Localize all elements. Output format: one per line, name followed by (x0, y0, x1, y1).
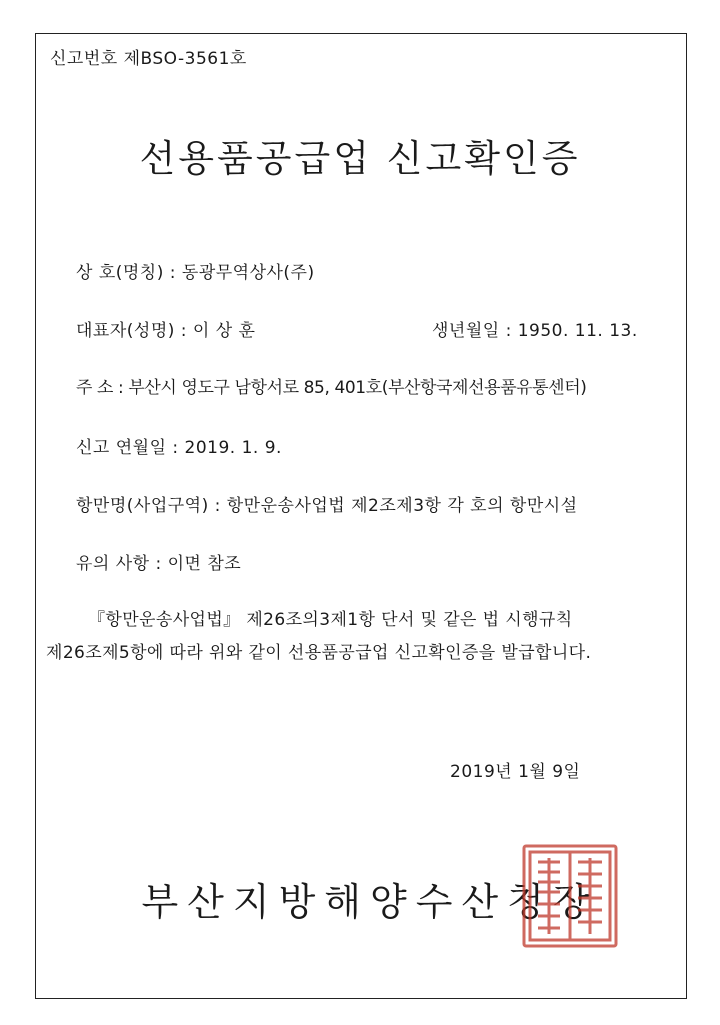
official-seal-icon (520, 842, 620, 950)
field-representative: 대표자(성명) : 이 상 훈 (76, 321, 256, 341)
registration-number: 신고번호 제BSO-3561호 (50, 49, 247, 69)
field-birthdate: 생년월일 : 1950. 11. 13. (432, 321, 638, 341)
document-title: 선용품공급업 신고확인증 (139, 137, 581, 180)
statement-line-1: 『항만운송사업법』 제26조의3제1항 단서 및 같은 법 시행규칙 (88, 610, 573, 630)
field-port-name: 항만명(사업구역) : 항만운송사업법 제2조제3항 각 호의 항만시설 (76, 496, 578, 516)
statement-line-2: 제26조제5항에 따라 위와 같이 선용품공급업 신고확인증을 발급합니다. (46, 643, 592, 663)
issuing-authority: 부산지방해양수산청장 (141, 880, 599, 924)
issue-date: 2019년 1월 9일 (450, 762, 581, 782)
field-address: 주 소 : 부산시 영도구 남항서로 85, 401호(부산항국제선용품유통센터) (76, 378, 587, 398)
field-report-date: 신고 연월일 : 2019. 1. 9. (76, 438, 282, 458)
field-company-name: 상 호(명칭) : 동광무역상사(주) (76, 263, 315, 283)
field-notes: 유의 사항 : 이면 참조 (76, 554, 242, 574)
